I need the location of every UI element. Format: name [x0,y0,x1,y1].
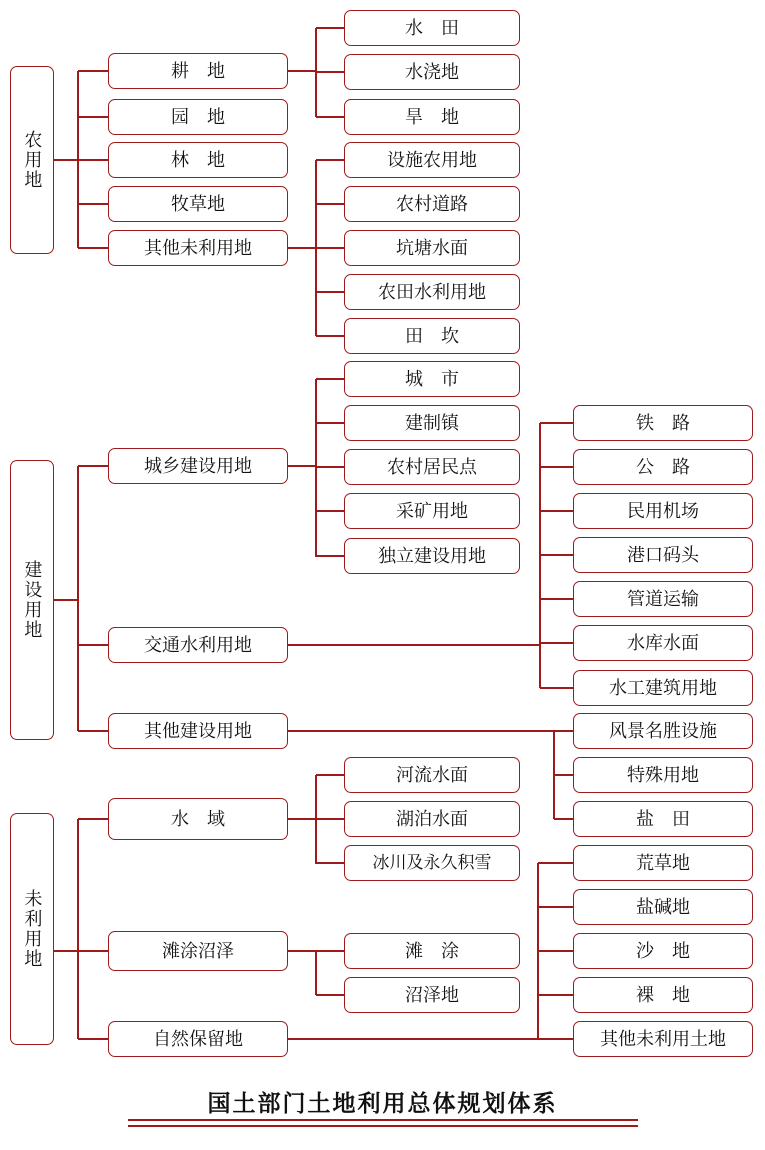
node-glacier-snow[interactable] [344,845,520,881]
node-paddy[interactable] [344,10,520,46]
node-rural-settlement[interactable] [344,449,520,485]
node-mining[interactable] [344,493,520,529]
node-label: 城 市 [405,368,459,389]
node-sandy-land[interactable] [573,933,753,969]
node-label: 荒草地 [636,852,690,873]
node-label: 公 路 [636,456,690,477]
node-constr[interactable] [10,460,54,740]
node-label: 铁 路 [636,412,690,433]
node-civil-airport[interactable] [573,493,753,529]
node-label: 采矿用地 [396,500,468,521]
node-agri[interactable] [10,66,54,254]
node-scenic-facility[interactable] [573,713,753,749]
node-tidal-marsh[interactable] [108,931,288,971]
node-label: 设施农用地 [387,149,477,170]
node-cultivated[interactable] [108,53,288,89]
node-label: 水工建筑用地 [609,677,717,698]
node-port-wharf[interactable] [573,537,753,573]
node-other-unused[interactable] [573,1021,753,1057]
node-label: 其他建设用地 [144,720,252,741]
node-dry-land[interactable] [344,99,520,135]
node-label: 园 地 [171,106,225,127]
node-river-surface[interactable] [344,757,520,793]
node-hydraulic-constr[interactable] [573,670,753,706]
node-label: 水 域 [171,808,225,829]
node-label: 水浇地 [405,61,459,82]
node-label: 沙 地 [636,940,690,961]
node-label: 特殊用地 [627,764,699,785]
node-label: 耕 地 [171,60,225,81]
node-pasture[interactable] [108,186,288,222]
diagram-title-text: 国土部门土地利用总体规划体系 [207,1090,558,1116]
node-label: 农村道路 [396,193,468,214]
node-label: 建制镇 [405,412,459,433]
node-label: 田 坎 [405,325,459,346]
node-label: 湖泊水面 [396,808,468,829]
node-label: 未利用地 [22,889,43,969]
node-label: 盐碱地 [636,896,690,917]
node-label: 河流水面 [396,764,468,785]
node-label: 盐 田 [636,808,690,829]
node-special-use[interactable] [573,757,753,793]
node-label: 港口码头 [627,544,699,565]
node-farmland-water[interactable] [344,274,520,310]
title-underline-top [128,1119,638,1121]
node-other-constr[interactable] [108,713,288,749]
node-label: 水库水面 [627,632,699,653]
node-unused[interactable] [10,813,54,1045]
node-other-unused-land[interactable] [108,230,288,266]
node-label: 水 田 [405,17,459,38]
node-label: 滩涂沼泽 [162,940,234,961]
node-garden[interactable] [108,99,288,135]
node-label: 农村居民点 [387,456,477,477]
node-railway[interactable] [573,405,753,441]
node-label: 管道运输 [627,588,699,609]
node-label: 林 地 [171,149,225,170]
node-field-ridge[interactable] [344,318,520,354]
node-label: 沼泽地 [405,984,459,1005]
node-label: 其他未利用土地 [600,1028,726,1049]
node-label: 农用地 [22,130,43,190]
node-label: 裸 地 [636,984,690,1005]
node-town[interactable] [344,405,520,441]
node-forest[interactable] [108,142,288,178]
node-transport-water[interactable] [108,627,288,663]
node-label: 自然保留地 [153,1028,243,1049]
node-wasteland-grass[interactable] [573,845,753,881]
node-facility-agri[interactable] [344,142,520,178]
node-pond-surface[interactable] [344,230,520,266]
node-label: 城乡建设用地 [144,455,252,476]
node-label: 牧草地 [171,193,225,214]
node-pipeline[interactable] [573,581,753,617]
node-label: 交通水利用地 [144,634,252,655]
node-water-area[interactable] [108,798,288,840]
node-city[interactable] [344,361,520,397]
node-reservoir-surface[interactable] [573,625,753,661]
node-label: 风景名胜设施 [609,720,717,741]
node-tidal-flat[interactable] [344,933,520,969]
node-highway[interactable] [573,449,753,485]
node-rural-road[interactable] [344,186,520,222]
node-salt-field[interactable] [573,801,753,837]
node-natural-reserve[interactable] [108,1021,288,1057]
node-label: 其他未利用地 [144,237,252,258]
node-label: 滩 涂 [405,940,459,961]
node-lake-surface[interactable] [344,801,520,837]
node-bare-land[interactable] [573,977,753,1013]
node-saline-alkali[interactable] [573,889,753,925]
node-label: 民用机场 [627,500,699,521]
node-label: 建设用地 [22,560,43,640]
node-label: 独立建设用地 [378,545,486,566]
node-label: 冰川及永久积雪 [372,853,492,873]
node-urban-rural-constr[interactable] [108,448,288,484]
title-underline-bottom [128,1125,638,1127]
node-label: 旱 地 [405,106,459,127]
node-label: 坑塘水面 [396,237,468,258]
node-label: 农田水利用地 [378,281,486,302]
node-irrigated[interactable] [344,54,520,90]
node-marshland[interactable] [344,977,520,1013]
node-independent-constr[interactable] [344,538,520,574]
